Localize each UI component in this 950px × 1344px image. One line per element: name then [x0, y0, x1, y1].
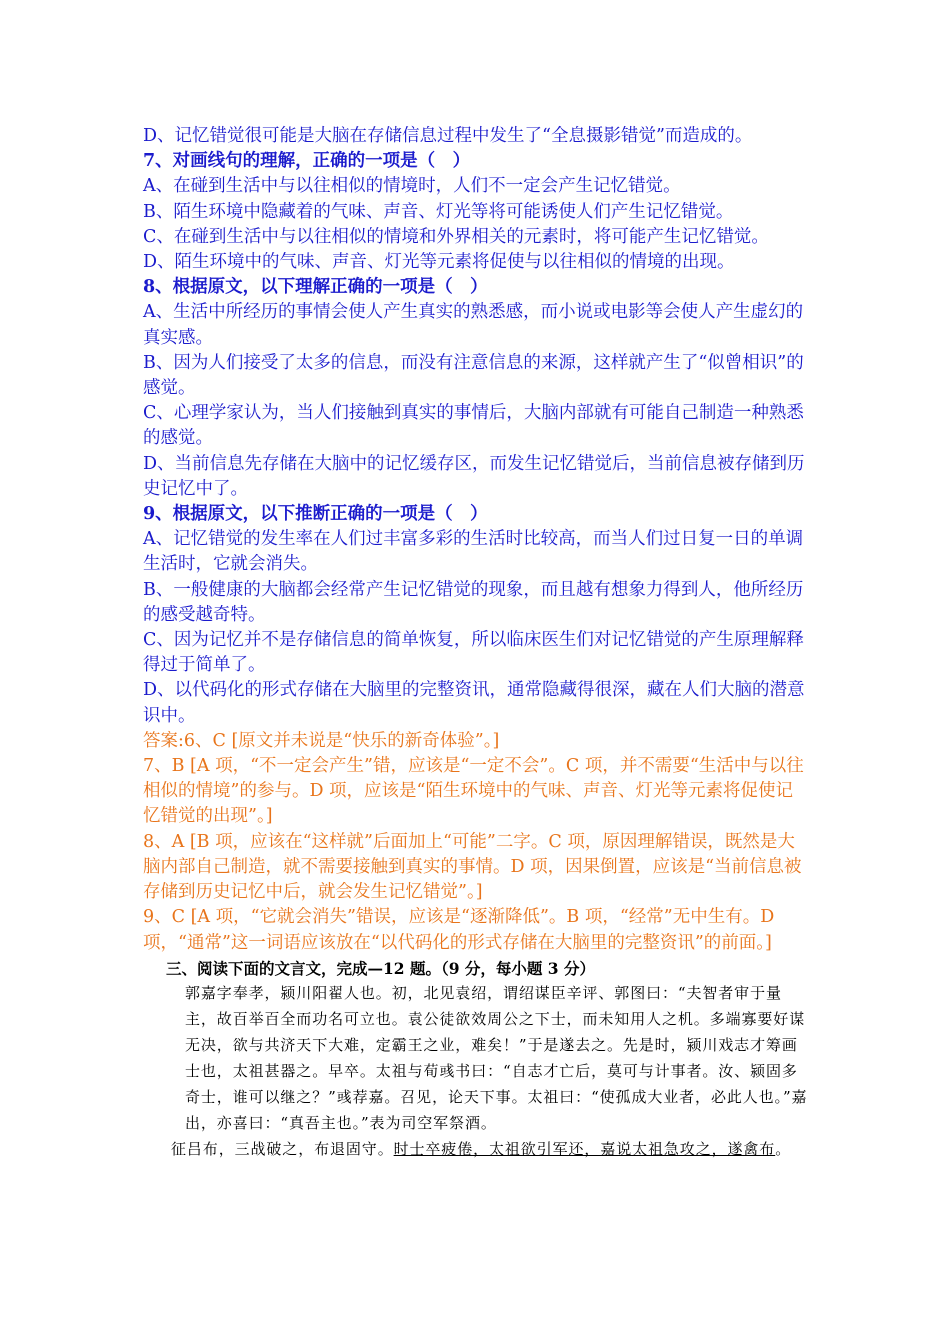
document-page: [143, 124, 809, 1162]
q7-option-d: D、陌生环境中的气味、声音、灯光等元素将促使与以往相似的情境的出现。: [143, 252, 735, 273]
underlined-sentence: 时士卒疲倦，太祖欲引军还，嘉说太祖急攻之，遂禽布: [393, 1139, 776, 1158]
paragraph-2-text: 征吕布，三战破之，布退固守。: [171, 1139, 394, 1158]
q8-option-a: A、生活中所经历的事情会使人产生真实的熟悉感，而小说或电影等会使人产生虚幻的真实感。: [143, 302, 804, 348]
q9-option-a: A、记忆错觉的发生率在人们过丰富多彩的生活时比较高，而当人们过日复一日的单调生活时，它就会消失。: [143, 529, 804, 575]
q8-option-d: D、当前信息先存储在大脑中的记忆缓存区，而发生记忆错觉后，当前信息被存储到历史记忆中了。: [143, 453, 805, 499]
answer-8: 8、A [B 项，应该在“这样就”后面加上“可能”二字。C 项，原因理解错误，既然是大脑内部自己制造，就不需要接触到真实的事情。D 项，因果倒置，应该是“当前信息被存储到历史记忆中后，就会发生记忆错觉”。]: [143, 831, 802, 903]
q8-stem: 8、根据原文，以下理解正确的一项是（ ）: [143, 277, 488, 298]
q7-stem: 7、对画线句的理解，正确的一项是（ ）: [143, 151, 471, 172]
q7-option-c: C、在碰到生活中与以往相似的情境和外界相关的元素时，将可能产生记忆错觉。: [143, 226, 769, 247]
q9-stem: 9、根据原文，以下推断正确的一项是（ ）: [143, 504, 488, 525]
paragraph-2-end: 。: [775, 1139, 792, 1158]
q6-option-d: D、记忆错觉很可能是大脑在存储信息过程中发生了“全息摄影错觉”而造成的。: [143, 126, 753, 146]
classical-paragraph-2: [143, 1136, 809, 1162]
classical-passage: [143, 980, 809, 1162]
q9-option-c: C、因为记忆并不是存储信息的简单恢复，所以临床医生们对记忆错觉的产生原理解释得过于简单了。: [143, 630, 804, 676]
answer-7: 7、B [A 项，“不一定会产生”错，应该是“一定不会”。C 项，并不需要“生活中与以往相似的情境”的参与。D 项，应该是“陌生环境中的气味、声音、灯光等元素将促使记忆错觉的出现”。]: [143, 756, 804, 827]
q9-option-b: B、一般健康的大脑都会经常产生记忆错觉的现象，而且越有想象力得到人，他所经历的感受越奇特。: [143, 579, 804, 625]
q7-option-a: A、在碰到生活中与以往相似的情境时，人们不一定会产生记忆错觉。: [143, 176, 681, 197]
section-3-title: 三、阅读下面的文言文，完成—12 题。（9 分，每小题 3 分）: [166, 958, 595, 978]
answer-9: 9、C [A 项，“它就会消失”错误，应该是“逐渐降低”。B 项，“经常”无中生有。D 项，“通常”这一词语应该放在“以代码化的形式存储在大脑里的完整资讯”的前面。]: [143, 907, 775, 953]
q7-option-b: B、陌生环境中隐藏着的气味、声音、灯光等将可能诱使人们产生记忆错觉。: [143, 201, 734, 222]
answer-6: 答案:6、C [原文并未说是“快乐的新奇体验”。]: [143, 730, 500, 751]
classical-paragraph-1: 郭嘉字奉孝，颍川阳翟人也。初，北见袁绍，谓绍谋臣辛评、郭图曰：“夫智者审于量主，故百举百全而功名可立也。袁公徒欲效周公之下士，而未知用人之机。多端寡要好谋无决，欲与共济天下大难，定霸王之业，难矣！”于是遂去之。先是时，颍川戏志才筹画士也，太祖甚器之。早卒。太祖与荀彧书曰：“自志才亡后，莫可与计事者。汝、颍固多奇士，谁可以继之？”彧荐嘉。召见，论天下事。太祖曰：“使孤成大业者，必此人也。”嘉出，亦喜曰：“真吾主也。”表为司空军祭酒。: [185, 983, 808, 1132]
q8-option-b: B、因为人们接受了太多的信息，而没有注意信息的来源，这样就产生了“似曾相识”的感觉。: [143, 352, 804, 399]
q9-option-d: D、以代码化的形式存储在大脑里的完整资讯，通常隐藏得很深，藏在人们大脑的潜意识中。: [143, 680, 805, 726]
q8-option-c: C、心理学家认为，当人们接触到真实的事情后，大脑内部就有可能自己制造一种熟悉的感觉。: [143, 403, 804, 449]
